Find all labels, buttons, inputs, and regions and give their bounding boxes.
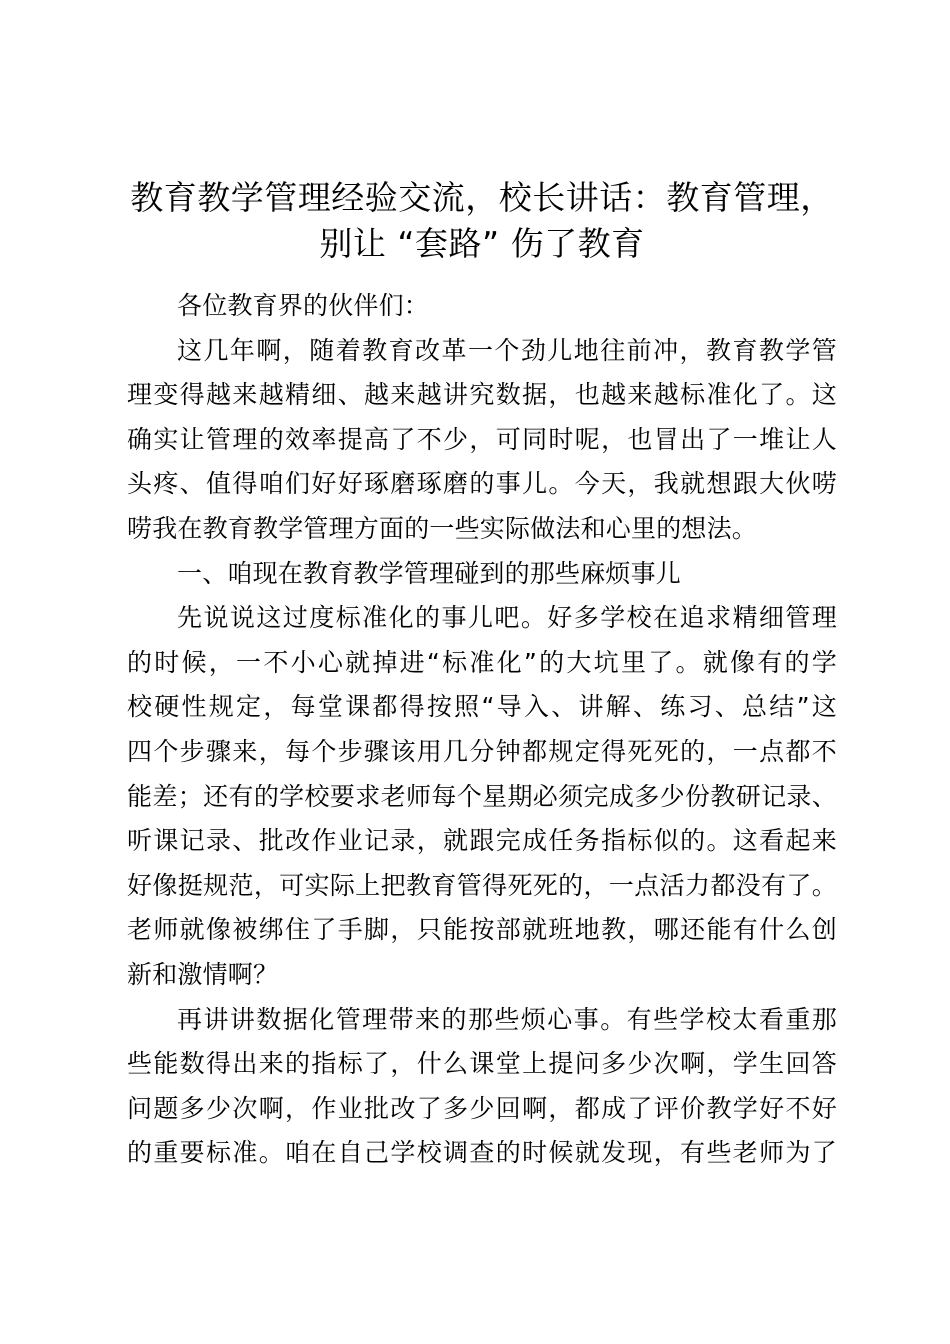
text-line: 各位教育界的伙伴们：: [177, 291, 430, 320]
text-line: 确实让管理的效率提高了不少，可同时呢，也冒出了一堆让人: [127, 424, 837, 454]
text-line: 的重要标准。咱在自己学校调查的时候就发现，有些老师为了: [127, 1138, 837, 1168]
text-line: 头疼、值得咱们好好琢磨琢磨的事儿。今天，我就想跟大伙唠: [127, 469, 837, 499]
text-line: 这几年啊，随着教育改革一个劲儿地往前冲，教育教学管: [177, 335, 837, 365]
text-line: 再讲讲数据化管理带来的那些烦心事。有些学校太看重那: [177, 1004, 837, 1034]
title-line-1: 教育教学管理经验交流，校长讲话：教育管理，: [130, 178, 834, 217]
text-line: 校硬性规定，每堂课都得按照“导入、讲解、练习、总结”这: [127, 692, 837, 722]
text-line: 听课记录、批改作业记录，就跟完成任务指标似的。这看起来: [127, 826, 837, 856]
document-page: [127, 175, 837, 1176]
text-line: 四个步骤来，每个步骤该用几分钟都规定得死死的，一点都不: [127, 736, 837, 766]
text-line: 理变得越来越精细、越来越讲究数据，也越来越标准化了。这: [127, 380, 837, 410]
text-line: 好像挺规范，可实际上把教育管得死死的，一点活力都没有了。: [127, 870, 837, 900]
text-line: 唠我在教育教学管理方面的一些实际做法和心里的想法。: [127, 513, 758, 543]
text-line: 能差；还有的学校要求老师每个星期必须完成多少份教研记录、: [127, 781, 837, 811]
text-line: 问题多少次啊，作业批改了多少回啊，都成了评价教学好不好: [127, 1093, 837, 1123]
document-title: [127, 175, 837, 267]
text-line: 些能数得出来的指标了，什么课堂上提问多少次啊，学生回答: [127, 1049, 837, 1079]
document-body: [127, 284, 837, 1176]
text-line: 老师就像被绑住了手脚，只能按部就班地教，哪还能有什么创: [127, 915, 837, 945]
title-line-2: 别让 “套路” 伤了教育: [319, 224, 645, 263]
text-line: 新和激情啊？: [127, 959, 279, 989]
text-line: 的时候，一不小心就掉进“标准化”的大坑里了。就像有的学: [127, 647, 837, 677]
text-line: 一、咱现在教育教学管理碰到的那些麻烦事儿: [177, 558, 682, 588]
text-line: 先说说这过度标准化的事儿吧。好多学校在追求精细管理: [177, 603, 837, 633]
